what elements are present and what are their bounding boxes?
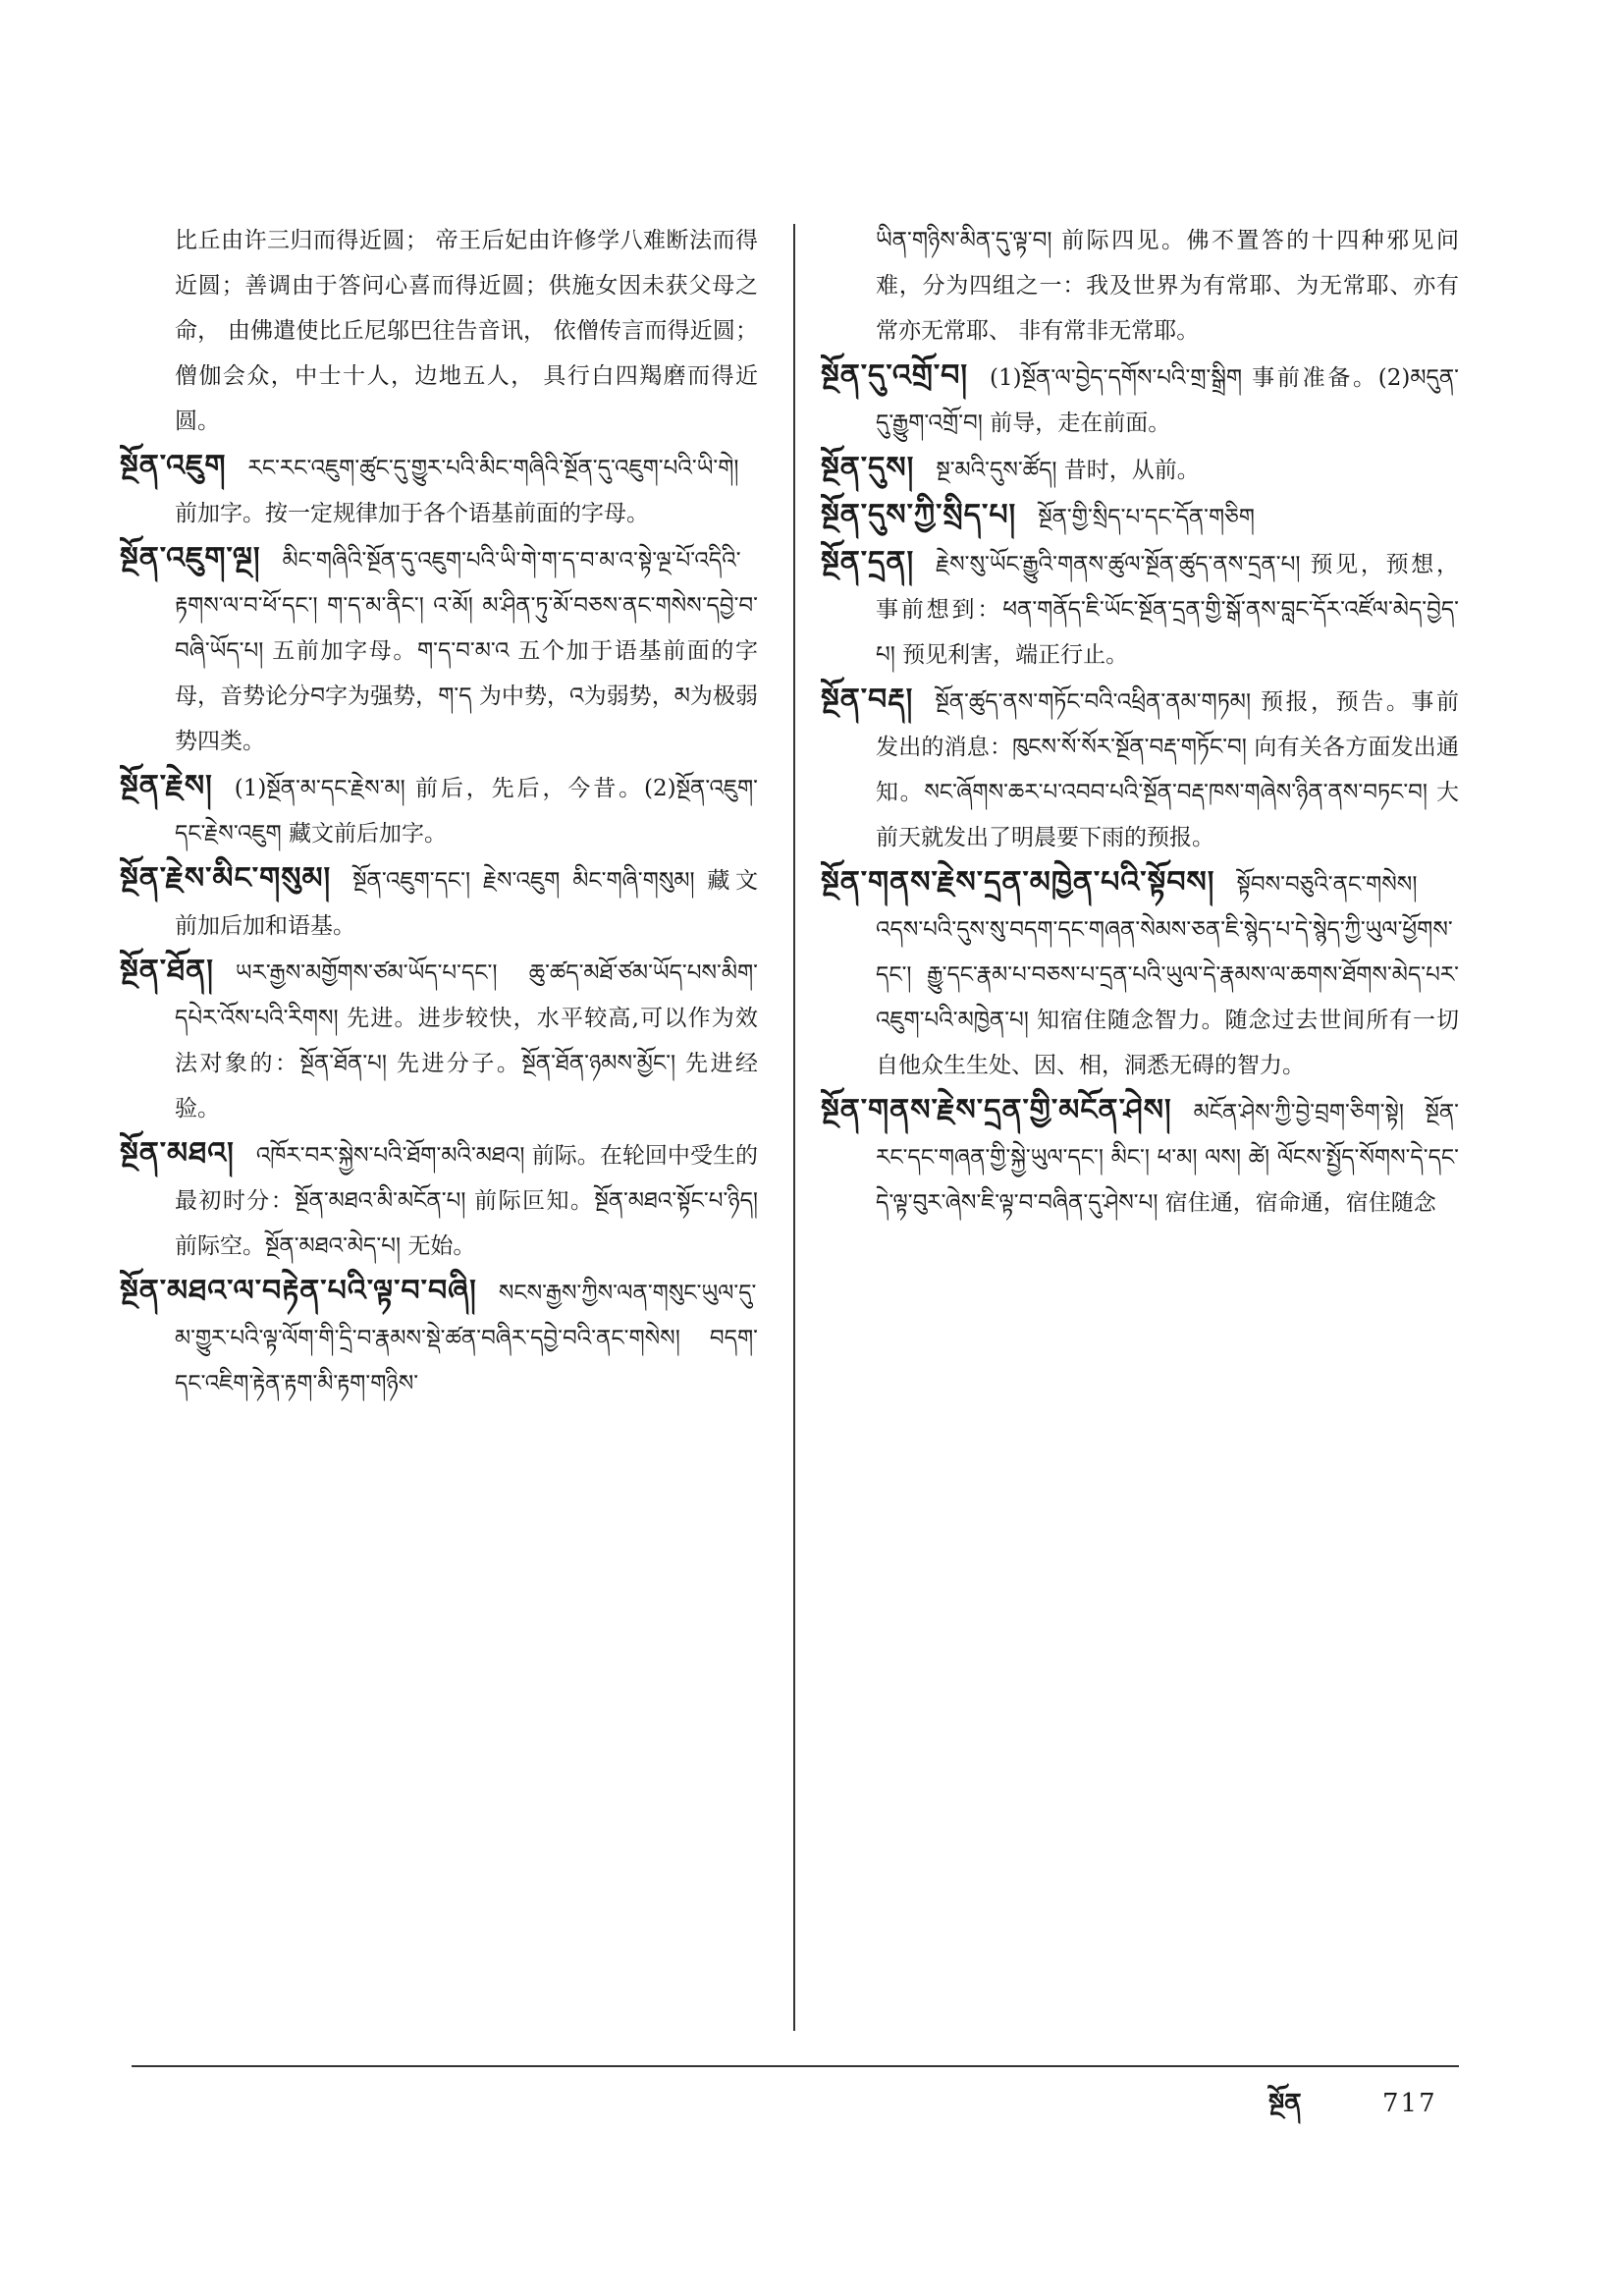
entry-definition: རྗེས་སུ་ཡོང་རྒྱུའི་གནས་ཚུལ་སྔོན་ཚུད་ནས་དྲན་པ། 预见，预想，事前想到：ཕན་གནོད་ཇི་ཡོང་སྔོན་དྲན་གྱི་སྒོ་ནས་བླང་དོར་འཛོལ་མེད་བྱེད་པ། 预见利害，端正行止。 [876,552,1459,668]
dictionary-entry [821,446,1459,493]
entry-headword: སྔོན་དུ་འགྲོ་བ། [821,358,969,393]
dictionary-entry [120,444,758,536]
dictionary-entry [821,540,1459,678]
dictionary-entry [821,1088,1459,1226]
entry-definition: སངས་རྒྱས་ཀྱིས་ལན་གསུང་ཡུལ་དུ་མ་གྱུར་པའི་ལྟ་ལོག་གི་དྲི་བ་རྣམས་སྡེ་ཚན་བཞིར་དབྱེ་བའི་ནང་གསེས། བདག་དང་འཇིག་རྟེན་རྟག་མི་རྟག་གཉིས་ [175,1281,758,1396]
continued-text: ཡིན་གཉིས་མིན་དུ་ལྟ་བ། 前际四见。佛不置答的十四种邪见问难，分为四组之一：我及世界为有常耶、为无常耶、亦有常亦无常耶、 非有常非无常耶。 [876,228,1459,344]
dictionary-entry [120,764,758,856]
entry-definition: མངོན་ཤེས་ཀྱི་བྱེ་བྲག་ཅིག་སྟེ། སྔོན་རང་དང་གཞན་གྱི་སྐྱེ་ཡུལ་དང་། མིང་། ཕ་མ། ལས། ཚེ། ལོངས་སྤྱོད་སོགས་དེ་དང་དེ་ལྟ་བུར་ཞེས་ཇི་ལྟ་བ་བཞིན་དུ་ཤེས་པ། 宿住通，宿命通，宿住随念 [876,1100,1459,1216]
entry-headword: སྔོན་རྗེས། [120,769,213,803]
entry-headword: སྔོན་མཐའ་ལ་བརྟེན་པའི་ལྟ་བ་བཞི། [120,1274,477,1308]
dictionary-entry [821,860,1459,1088]
left-column [120,218,758,2035]
entry-definition: སྔོན་འཇུག་དང་། རྗེས་འཇུག མིང་གཞི་གསུམ། 藏文前加后加和语基。 [175,868,758,939]
entry-definition: མིང་གཞིའི་སྔོན་དུ་འཇུག་པའི་ཡི་གེ་ག་ད་བ་མ་འ་སྟེ་ལྔ་པོ་འདིའི་རྟགས་ལ་བ་ཕོ་དང་། ག་ད་མ་ནིང་། འ་མོ། མ་ཤིན་ཏུ་མོ་བཅས་ནང་གསེས་དབྱེ་བ་བཞི་ཡོད་པ། 五前加字母。ག་ད་བ་མ་འ 五个加于语基前面的字母，音势论分བ字为强势，ག་ད 为中势，འ为弱势，མ为极弱势四类。 [175,548,758,754]
dictionary-entry [821,678,1459,860]
entry-headword: སྔོན་འཇུག་ལྔ། [120,541,261,575]
dictionary-entry [120,856,758,949]
entry-headword: སྔོན་བརྡ། [821,683,914,717]
entry-definition: སྔོན་གྱི་སྲིད་པ་དང་དོན་གཅིག [1038,505,1255,530]
dictionary-entry [120,949,758,1131]
dictionary-entry [120,536,758,764]
entry-definition: འཁོར་བར་སྐྱེས་པའི་ཐོག་མའི་མཐའ། 前际。在轮回中受生的最初时分：སྔོན་མཐའ་མི་མངོན་པ། 前际叵知。སྔོན་མཐའ་སྟོང་པ་ཉིད། 前际空。སྔོན་མཐའ་མེད་པ། 无始。 [175,1143,758,1259]
dictionary-entry [120,1269,758,1406]
entry-headword: སྔོན་དྲན། [821,545,915,579]
entry-headword: སྔོན་དུས་ཀྱི་སྲིད་པ། [821,498,1017,532]
entry-definition: སྔོན་ཚུད་ནས་གཏོང་བའི་འཕྲིན་ནམ་གཏམ། 预报，预告。事前发出的消息：ཁུངས་སོ་སོར་སྔོན་བརྡ་གཏོང་བ། 向有关各方面发出通知。སང་ཞོགས་ཆར་པ་འབབ་པའི་སྔོན་བརྡ་ཁས་གཞེས་ཉིན་ནས་བཏང་བ། 大前天就发出了明晨要下雨的预报。 [876,689,1459,850]
entry-headword: སྔོན་རྗེས་མིང་གསུམ། [120,861,332,896]
entry-headword: སྔོན་དུས། [821,451,915,485]
entry-definition: སྔ་མའི་དུས་ཚོད། 昔时，从前。 [936,458,1200,483]
continued-text: 比丘由许三归而得近圆； 帝王后妃由许修学八难断法而得近圆；善调由于答问心喜而得近圆；供施女因未获父母之命， 由佛遣使比丘尼邬巴往告音讯， 依僧传言而得近圆；僧伽会众，中士十人，边地五人， 具行白四羯磨而得近圆。 [175,228,758,434]
page-number: 717 [1382,2089,1437,2118]
entry-definition: (1)སྔོན་ལ་བྱེད་དགོས་པའི་གྲ་སྒྲིག 事前准备。(2)མདུན་དུ་རྒྱུག་འགྲོ་བ། 前导，走在前面。 [876,365,1459,436]
running-head: སྔོན [1268,2089,1302,2118]
entry-headword: སྔོན་མཐའ། [120,1136,235,1171]
entry-headword: སྔོན་གནས་རྗེས་དྲན་གྱི་མངོན་ཤེས། [821,1093,1172,1127]
entry-headword: སྔོན་གནས་རྗེས་དྲན་མཁྱེན་པའི་སྟོབས། [821,865,1215,900]
column-divider [793,224,795,2031]
entry-definition: རང་རང་འཇུག་ཚུང་དུ་གྱུར་པའི་མིང་གཞིའི་སྔོན་དུ་འཇུག་པའི་ཡི་གེ། 前加字。按一定规律加于各个语基前面的字母。 [175,456,739,526]
entry-definition: (1)སྔོན་མ་དང་རྗེས་མ། 前后，先后，今昔。(2)སྔོན་འཇུག་དང་རྗེས་འཇུག 藏文前后加字。 [175,776,758,847]
footer-rule [132,2065,1459,2067]
dictionary-entry [821,493,1459,540]
entry-definition: སྟོབས་བཅུའི་ནང་གསེས། འདས་པའི་དུས་སུ་བདག་དང་གཞན་སེམས་ཅན་ཇི་སྙེད་པ་དེ་སྙེད་ཀྱི་ཡུལ་ཕྱོགས་དང་། རྒྱུ་དང་རྣམ་པ་བཅས་པ་དྲན་པའི་ཡུལ་དེ་རྣམས་ལ་ཆགས་ཐོགས་མེད་པར་འཇུག་པའི་མཁྱེན་པ། 知宿住随念智力。随念过去世间所有一切自他众生生处、因、相，洞悉无碍的智力。 [876,872,1459,1078]
entry-headword: སྔོན་འཇུག [120,449,227,483]
right-column [821,218,1459,2035]
dictionary-entry [120,1131,758,1269]
entry-definition: ཡར་རྒྱས་མགྱོགས་ཙམ་ཡོད་པ་དང་། ཆུ་ཚད་མཐོ་ཙམ་ཡོད་པས་མིག་དཔེར་འོས་པའི་རིགས། 先进。进步较快，水平较高,可以作为效法对象的：སྔོན་ཐོན་པ། 先进分子。སྔོན་ཐོན་ཉམས་མྱོང་། 先进经验。 [175,960,758,1121]
entry-headword: སྔོན་ཐོན། [120,954,214,988]
dictionary-entry [821,354,1459,446]
